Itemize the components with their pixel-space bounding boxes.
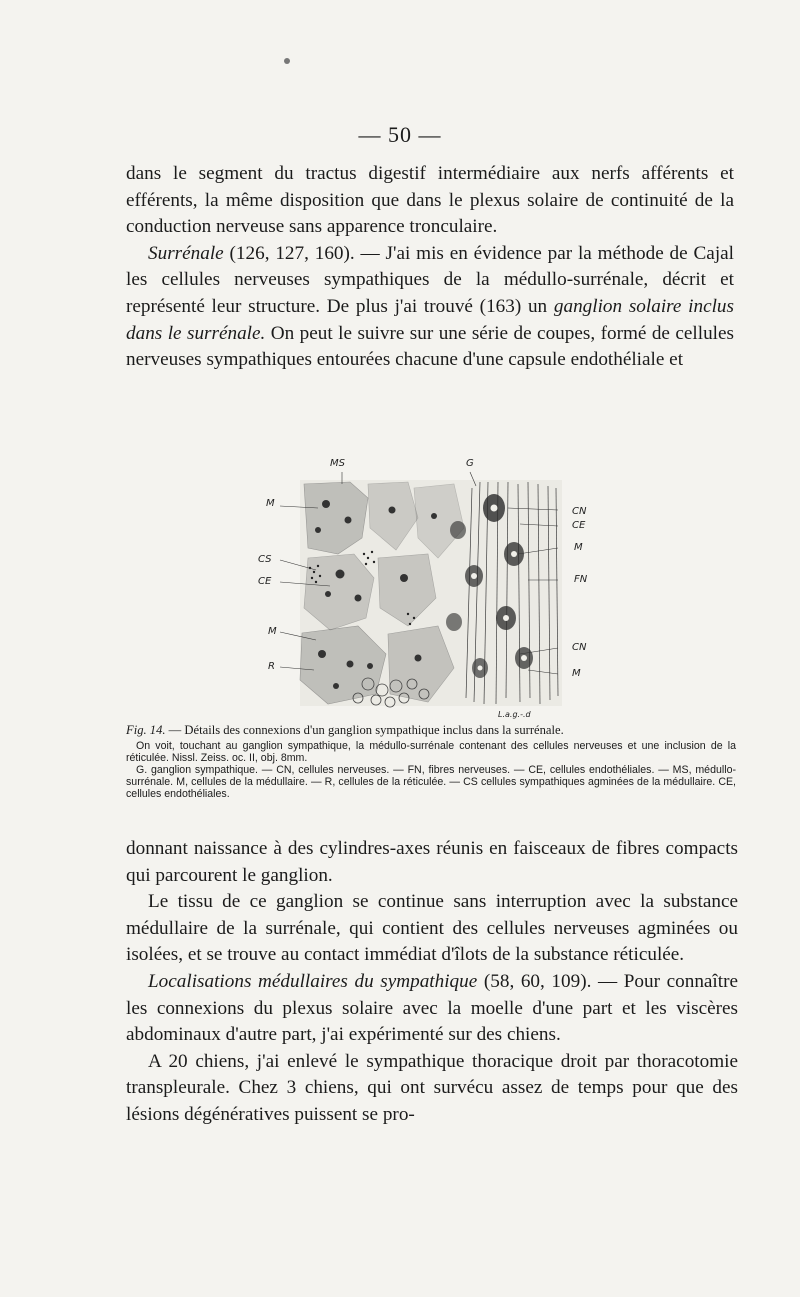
refs-localisations: (58, 60, 109). — [477, 970, 624, 992]
section-heading-localisations: Localisations médullaires du sympathique [148, 970, 478, 992]
label-m4: M [572, 668, 581, 679]
label-cs: CS [258, 554, 272, 565]
paragraph-surrenale [126, 241, 734, 374]
label-fn: FN [574, 574, 588, 585]
paragraph-tissu: Le tissu de ce ganglion se continue sans interruption avec la substance médullaire de la surrénale, qui contient des cellules nerveuses agminées ou isolées, et se trouve au contact immédiat d'îlots de la substance réticulée. [126, 891, 738, 966]
refs-surrenale: (126, 127, 160). — [223, 242, 386, 264]
paragraph-localisations [126, 969, 738, 1049]
caption-title [126, 724, 736, 738]
paragraph-chiens: A 20 chiens, j'ai enlevé le sympathique thoracique droit par thoracotomie transpleurale. Chez 3 chiens, qui ont survécu assez de temps pour que des lésions dégénératives puissent se pro- [126, 1050, 738, 1125]
page-number: — 50 — [358, 122, 442, 147]
label-r: R [268, 661, 275, 672]
label-ms: MS [330, 458, 345, 469]
text-block-bottom [126, 836, 738, 1129]
label-m1: M [266, 498, 275, 509]
text-surrenale-a: J'ai mis en évidence par la méthode de Cajal les cellules nerveuses sympathiques de la médullo-surrénale, décrit et représenté leur structure. De plus j'ai trouvé (163) un [126, 242, 734, 317]
histology-drawing [258, 458, 608, 723]
text-surrenale-b: On peut le suivre sur une série de coupes, formé de cellules nerveuses sympathiques entourées chacune d'une capsule endothéliale et [126, 322, 734, 371]
caption-title-text: — Détails des connexions d'un ganglion sympathique inclus dans la surrénale. [165, 723, 564, 737]
paragraph-donnant: donnant naissance à des cylindres-axes réunis en faisceaux de fibres compacts qui parcourent le ganglion. [126, 838, 738, 886]
label-cn2: CN [572, 642, 587, 653]
text-block-top [126, 161, 734, 374]
caption-line-1: On voit, touchant au ganglion sympathique, la médullo-surrénale contenant des cellules nerveuses et une inclusion de la réticulée. Nissl. Zeiss. oc. II, obj. 8mm. [126, 739, 736, 764]
italic-ganglion-solaire: ganglion solaire inclus dans le surrénale. [126, 295, 734, 344]
ink-speck [284, 58, 290, 64]
text-localisations: Pour connaître les connexions du plexus solaire avec la moelle d'une part et les viscères abdominaux d'autre part, j'ai expérimenté sur des chiens. [126, 970, 738, 1046]
paragraph-continuation: dans le segment du tractus digestif intermédiaire aux nerfs afférents et efférents, la même disposition que dans le plexus solaire de continuité de la conduction nerveuse sans apparence tronculaire. [126, 163, 734, 238]
figure-14-illustration [258, 458, 608, 723]
label-cn1: CN [572, 506, 587, 517]
caption-line-2: G. ganglion sympathique. — CN, cellules nerveuses. — FN, fibres nerveuses. — CE, cellules endothéliales. — MS, médullo-surrénale. M, cellules de la médullaire. — R, cellules de la réticulée. — CS cellules sympathiques agminées de la médullaire. CE, cellules endothéliales. [126, 763, 736, 800]
label-ce2: CE [258, 576, 272, 587]
label-g: G [466, 458, 474, 469]
section-heading-surrenale: Surrénale [148, 242, 224, 264]
label-m3: M [268, 626, 277, 637]
figure-caption [126, 724, 736, 800]
label-ce1: CE [572, 520, 586, 531]
artist-signature: L.a.g.-.d [498, 710, 531, 719]
label-m2: M [574, 542, 583, 553]
caption-label: Fig. 14. [126, 723, 166, 737]
